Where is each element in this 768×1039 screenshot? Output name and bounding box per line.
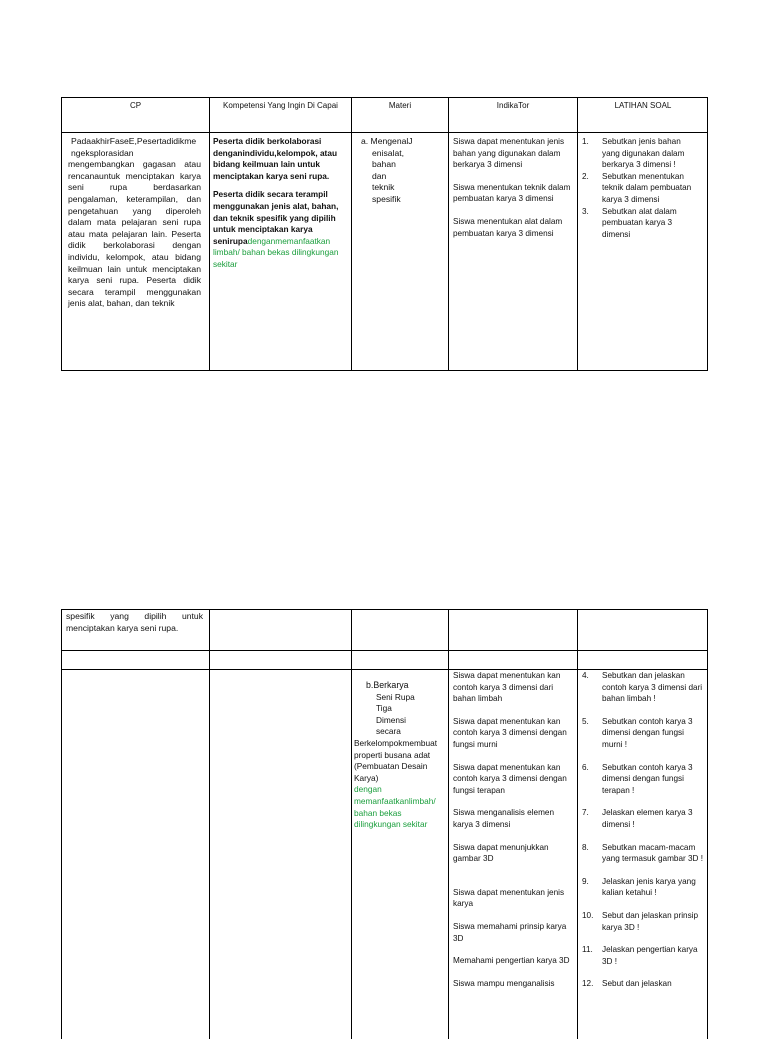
materi-b-line: b.Berkarya: [366, 680, 409, 690]
materi-b-detail: Berkelompokmembuat properti busana adat (Pembuatan Desain Karya): [354, 737, 438, 783]
table-1: [61, 97, 708, 371]
materi-b-line: Tiga: [376, 703, 392, 714]
cp-second-line: ngeksplorasidan: [71, 147, 134, 158]
kompetensi-2: Peserta didik secara terampil menggunakan jenis alat, bahan, dan teknik spesifik yang dipilih untuk menciptakan karya senirupa: [213, 189, 339, 246]
indikator-item: Memahami pengertian karya 3D: [453, 956, 570, 966]
materi-a-line: a. MengenalJ: [361, 136, 413, 146]
soal-item: 11. Jelaskan pengertian karya 3D !: [582, 945, 698, 966]
kompetensi-1: Peserta didik berkolaborasi denganindividu,kelompok, atau bidang keilmuan lain untuk menciptakan karya seni rupa.: [213, 136, 338, 181]
indikator-item: Siswa dapat menentukan jenis bahan yang digunakan dalam berkarya 3 dimensi: [453, 137, 565, 170]
cp-text: [68, 136, 201, 310]
materi-a-line: bahan: [372, 159, 396, 170]
indikator-item: Siswa menentukan alat dalam pembuatan karya 3 dimensi: [453, 216, 563, 238]
kompetensi-2-green: denganmemanfaatkan limbah/ bahan bekas dilingkungan sekitar: [213, 235, 339, 269]
materi-a-line: teknik: [372, 182, 395, 193]
cp-first-line: PadaakhirFaseE,Pesertadidikme: [71, 136, 197, 146]
indikator-item: Siswa mampu menganalisis: [453, 978, 555, 988]
indikator-item: Siswa dapat menentukan kan contoh karya 3 dimensi dengan fungsi terapan: [453, 762, 567, 795]
indikator-item: Siswa dapat menentukan kan contoh karya 3 dimensi dari bahan limbah: [453, 671, 561, 704]
indikator-item: Siswa dapat menunjukkan gambar 3D: [453, 842, 549, 864]
indikator-item: Siswa memahami prinsip karya 3D: [453, 921, 567, 943]
indikator-cell-2: [453, 670, 575, 989]
header-kompetensi: Kompetensi Yang Ingin Di Capai: [223, 101, 338, 110]
cp-continued: spesifik yang dipilih untuk menciptakan karya seni rupa.: [66, 611, 203, 633]
soal-item: 9. Jelaskan jenis karya yang kalian ketahui !: [582, 876, 696, 898]
soal-item: 10. Sebut dan jelaskan prinsip karya 3D !: [582, 910, 699, 932]
materi-a: [361, 136, 445, 206]
soal-list: [582, 136, 698, 240]
materi-b-line: Dimensi: [376, 714, 406, 725]
materi-a-line: dan: [372, 170, 387, 181]
materi-b-green: dengan memanfaatkanlimbah/ bahan bekas dilingkungan sekitar: [354, 784, 436, 830]
header-cp: CP: [129, 101, 142, 110]
indikator-item: Siswa dapat menentukan jenis karya: [453, 887, 565, 909]
materi-a-line: spesifik: [372, 193, 401, 204]
indikator-item: Siswa dapat menentukan kan contoh karya 3 dimensi dengan fungsi murni: [453, 716, 567, 749]
soal-item: 4. Sebutkan dan jelaskan contoh karya 3 dimensi dari bahan limbah !: [582, 671, 703, 704]
soal-item: 3. Sebutkan alat dalam pembuatan karya 3 dimensi: [582, 206, 677, 239]
indikator-item: Siswa menganalisis elemen karya 3 dimensi: [453, 808, 555, 829]
soal-item: 8. Sebutkan macam-macam yang termasuk gambar 3D !: [582, 842, 704, 864]
soal-item: 12. Sebut dan jelaskan: [582, 979, 672, 989]
header-latihan-soal: LATIHAN SOAL: [614, 101, 672, 110]
soal-item: 7. Jelaskan elemen karya 3 dimensi !: [582, 808, 693, 829]
soal-list-2: [582, 670, 704, 990]
cp-body: mengembangkan gagasan atau rencanauntuk menciptakan karya seni rupa berdasarkan pengalaman, keterampilan, dan pengetahuan yang diperoleh dalam mata pelajaran seni rupa atau mata pelajaran lain. Peserta didik berkolaborasi dengan individu, kelompok, atau bidang keilmuan lain untuk menciptakan karya seni rupa. Peserta didik secara terampil menggunakan jenis alat, bahan, dan teknik: [68, 159, 201, 309]
soal-item: 2. Sebutkan menentukan teknik dalam pembuatan karya 3 dimensi: [582, 171, 692, 204]
materi-b-line: secara: [376, 726, 401, 737]
header-indikator: IndikaTor: [496, 101, 530, 110]
materi-b-line: Seni Rupa: [376, 691, 415, 702]
soal-item: 1. Sebutkan jenis bahan yang digunakan dalam berkarya 3 dimensi !: [582, 137, 685, 170]
kompetensi-cell: [213, 136, 347, 271]
header-materi: Materi: [388, 101, 412, 110]
indikator-item: Siswa menentukan teknik dalam pembuatan karya 3 dimensi: [453, 182, 571, 204]
materi-a-line: enisalat,: [372, 147, 405, 158]
indikator-cell: [453, 136, 573, 239]
soal-item: 6. Sebutkan contoh karya 3 dimensi dengan fungsi terapan !: [582, 762, 693, 795]
materi-b: [354, 680, 446, 831]
table-2: [61, 609, 708, 1039]
soal-item: 5. Sebutkan contoh karya 3 dimensi dengan fungsi murni !: [582, 716, 693, 749]
